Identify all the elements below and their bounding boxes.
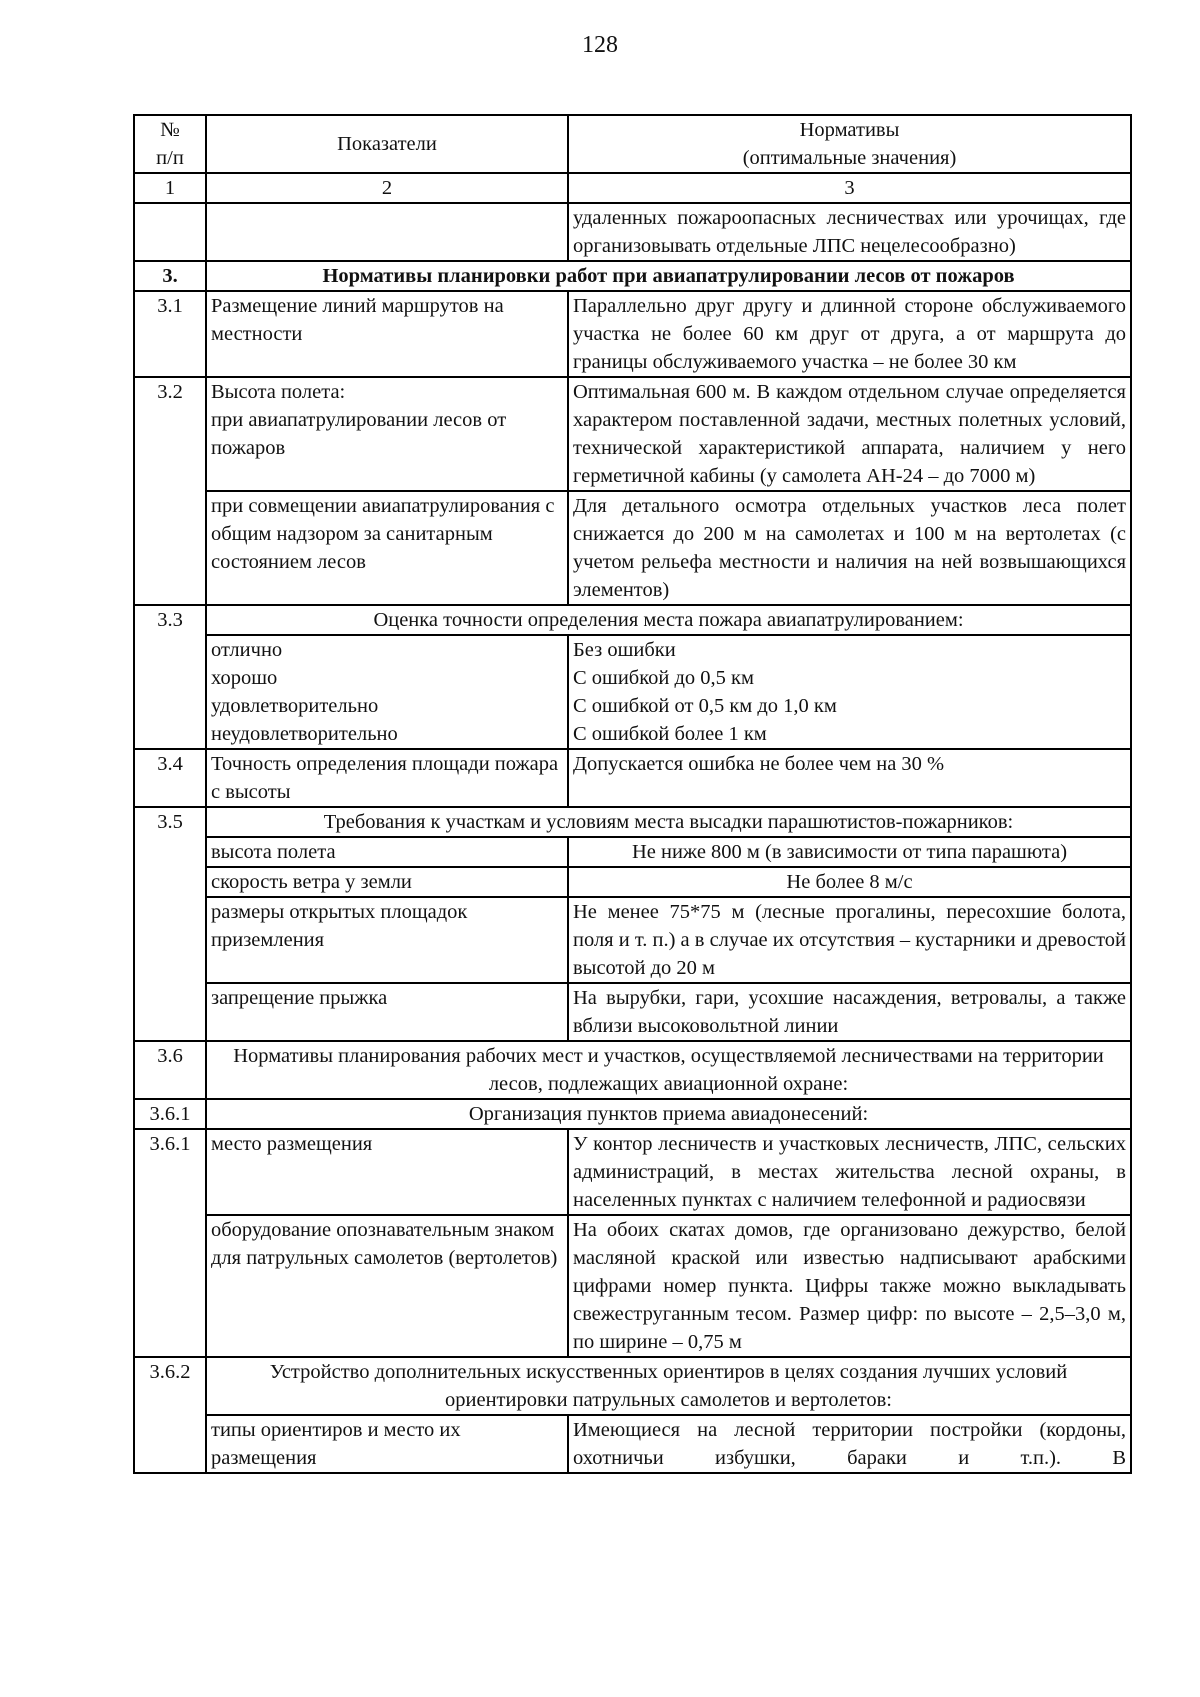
row-value: Не ниже 800 м (в зависимости от типа парашюта) [568,837,1131,867]
subsection-title: Организация пунктов приема авиадонесений: [206,1099,1131,1129]
list-item: С ошибкой от 0,5 км до 1,0 км [573,695,837,717]
row-indicator [206,203,568,261]
table-row [134,897,1131,983]
subsection-row [134,1357,1131,1415]
row-value: Оптимальная 600 м. В каждом отдельном случае определяется характером поставленной задачи, местных полетных условий, технической характеристикой аппарата, наличием у него герметичной кабины (у самолета АН-24 – до 7000 м) [568,377,1131,491]
row-num: 3.2 [134,377,206,605]
table-row [134,837,1131,867]
subsection-row [134,605,1131,635]
list-item: Без ошибки [573,639,676,661]
header-index-2: 2 [206,173,568,203]
row-value: Параллельно друг другу и длинной стороне обслуживаемого участка не более 60 км друг от друга, а от маршрута до границы обслуживаемого участка – не более 30 км [568,291,1131,377]
section-title: Нормативы планировки работ при авиапатрулировании лесов от пожаров [206,261,1131,291]
table-row [134,203,1131,261]
row-num: 3.6 [134,1041,206,1099]
row-value: Допускается ошибка не более чем на 30 % [568,749,1131,807]
table-row [134,867,1131,897]
row-value: У контор лесничеств и участковых лесничеств, ЛПС, сельских администраций, в местах жительства лесной охраны, в населенных пунктах с наличием телефонной и радиосвязи [568,1129,1131,1215]
row-indicator: при совмещении авиапатрулирования с общим надзором за санитарным состоянием лесов [206,491,568,605]
row-num: 3.3 [134,605,206,749]
header-indicators: Показатели [206,115,568,173]
table-row [134,1129,1131,1215]
row-value: удаленных пожароопасных лесничествах или урочищах, где организовывать отдельные ЛПС нецелесообразно) [568,203,1131,261]
row-num: 3.6.1 [134,1099,206,1129]
row-indicator: скорость ветра у земли [206,867,568,897]
subsection-row [134,807,1131,837]
subsection-title: Устройство дополнительных искусственных ориентиров в целях создания лучших условий ориентировки патрульных самолетов и вертолетов: [206,1357,1131,1415]
header-index-3: 3 [568,173,1131,203]
row-indicator: размеры открытых площадок приземления [206,897,568,983]
row-num: 3. [134,261,206,291]
row-indicator: место размещения [206,1129,568,1215]
list-item: С ошибкой более 1 км [573,723,767,745]
table-row [134,749,1131,807]
table-row [134,983,1131,1041]
row-indicator: типы ориентиров и место их размещения [206,1415,568,1473]
table-row [134,1215,1131,1357]
row-value: Для детального осмотра отдельных участков леса полет снижается до 200 м на самолетах и 100 м на вертолетах (с учетом рельефа местности и наличия на ней возвышающихся элементов) [568,491,1131,605]
list-item: отлично [211,639,283,661]
row-value: На обоих скатах домов, где организовано дежурство, белой масляной краской или известью надписывают арабскими цифрами номер пункта. Цифры также можно выкладывать свежеструганным тесом. Размер цифр: по высоте – 2,5–3,0 м, по ширине – 0,75 м [568,1215,1131,1357]
row-value: Не более 8 м/с [568,867,1131,897]
section-row [134,261,1131,291]
row-num: 3.5 [134,807,206,1041]
row-indicator-list [206,635,568,749]
list-item: хорошо [211,667,278,689]
row-indicator: Высота полета: при авиапатрулировании лесов от пожаров [206,377,568,491]
subsection-title: Требования к участкам и условиям места высадки парашютистов-пожарников: [206,807,1131,837]
row-value: Имеющиеся на лесной территории постройки (кордоны, охотничьи избушки, бараки и т.п.). В [568,1415,1131,1473]
table-row [134,377,1131,491]
row-indicator: высота полета [206,837,568,867]
table-row [134,1415,1131,1473]
row-num: 3.6.1 [134,1129,206,1357]
row-value: На вырубки, гари, усохшие насаждения, ветровалы, а также вблизи высоковольтной линии [568,983,1131,1041]
header-num: № п/п [134,115,206,173]
row-indicator: запрещение прыжка [206,983,568,1041]
table-row [134,291,1131,377]
row-indicator: оборудование опознавательным знаком для патрульных самолетов (вертолетов) [206,1215,568,1357]
list-item: удовлетворительно [211,695,379,717]
subsection-title: Нормативы планирования рабочих мест и участков, осуществляемой лесничествами на территории лесов, подлежащих авиационной охране: [206,1041,1131,1099]
list-item: неудовлетворительно [211,723,398,745]
table-index-row [134,173,1131,203]
table-header-row [134,115,1131,173]
list-item: С ошибкой до 0,5 км [573,667,754,689]
row-indicator: Точность определения площади пожара с высоты [206,749,568,807]
table-row [134,635,1131,749]
row-num: 3.6.2 [134,1357,206,1473]
header-index-1: 1 [134,173,206,203]
row-num [134,203,206,261]
row-indicator: Размещение линий маршрутов на местности [206,291,568,377]
page-number: 128 [582,32,618,58]
subsection-row [134,1099,1131,1129]
subsection-row [134,1041,1131,1099]
row-value: Не менее 75*75 м (лесные прогалины, пересохшие болота, поля и т. п.) а в случае их отсутствия – кустарники и древостой высотой до 20 м [568,897,1131,983]
norms-table [133,114,1132,1474]
subsection-title: Оценка точности определения места пожара авиапатрулированием: [206,605,1131,635]
row-value-list [568,635,1131,749]
table-row [134,491,1131,605]
row-num: 3.1 [134,291,206,377]
row-num: 3.4 [134,749,206,807]
header-norms: Нормативы (оптимальные значения) [568,115,1131,173]
